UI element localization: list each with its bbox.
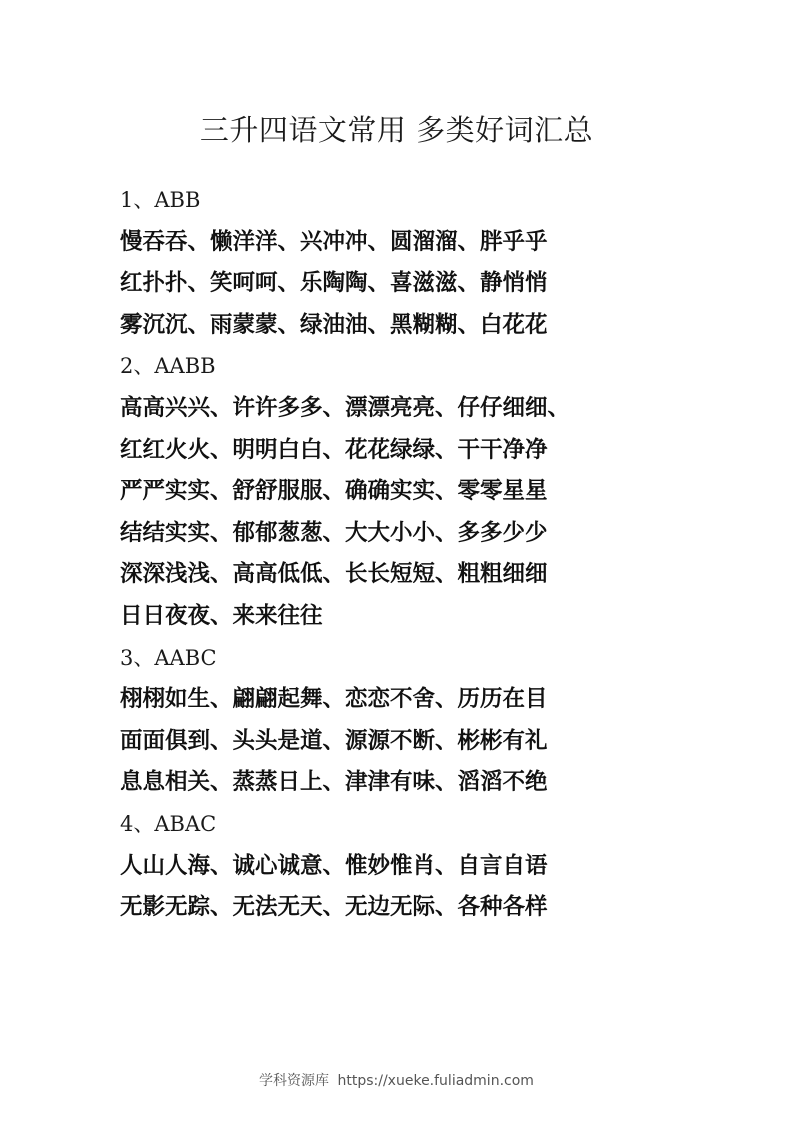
word-line: 雾沉沉、雨蒙蒙、绿油油、黑糊糊、白花花 <box>120 311 548 338</box>
word-line: 慢吞吞、懒洋洋、兴冲冲、圆溜溜、胖乎乎 <box>120 228 548 255</box>
section-heading-abb: 1、ABB <box>120 188 201 212</box>
section-heading-aabb: 2、AABB <box>120 354 216 379</box>
word-line: 高高兴兴、许许多多、漂漂亮亮、仔仔细细、 <box>120 394 571 421</box>
word-line: 结结实实、郁郁葱葱、大大小小、多多少少 <box>120 519 548 546</box>
section-heading-aabc: 3、AABC <box>120 645 217 670</box>
word-line: 面面俱到、头头是道、源源不断、彬彬有礼 <box>120 727 548 754</box>
footer-site-name: 学科资源库 <box>259 1073 330 1089</box>
page-title: 三升四语文常用 多类好词汇总 <box>199 113 594 147</box>
word-line: 无影无踪、无法无天、无边无际、各种各样 <box>120 894 548 921</box>
footer-url-link[interactable]: https://xueke.fuliadmin.com <box>337 1073 534 1089</box>
word-line: 人山人海、诚心诚意、惟妙惟肖、自言自语 <box>120 852 548 879</box>
word-line: 栩栩如生、翩翩起舞、恋恋不舍、历历在目 <box>120 686 548 713</box>
word-line: 红红火火、明明白白、花花绿绿、干干净净 <box>120 436 548 463</box>
word-line: 息息相关、蒸蒸日上、津津有味、滔滔不绝 <box>120 769 548 796</box>
word-line: 严严实实、舒舒服服、确确实实、零零星星 <box>120 478 548 505</box>
word-line: 日日夜夜、来来往往 <box>120 602 323 629</box>
word-list-content <box>120 180 720 929</box>
page-footer <box>0 1070 793 1090</box>
word-line: 深深浅浅、高高低低、长长短短、粗粗细细 <box>120 561 548 588</box>
section-heading-abac: 4、ABAC <box>120 811 217 836</box>
word-line: 红扑扑、笑呵呵、乐陶陶、喜滋滋、静悄悄 <box>120 270 548 297</box>
